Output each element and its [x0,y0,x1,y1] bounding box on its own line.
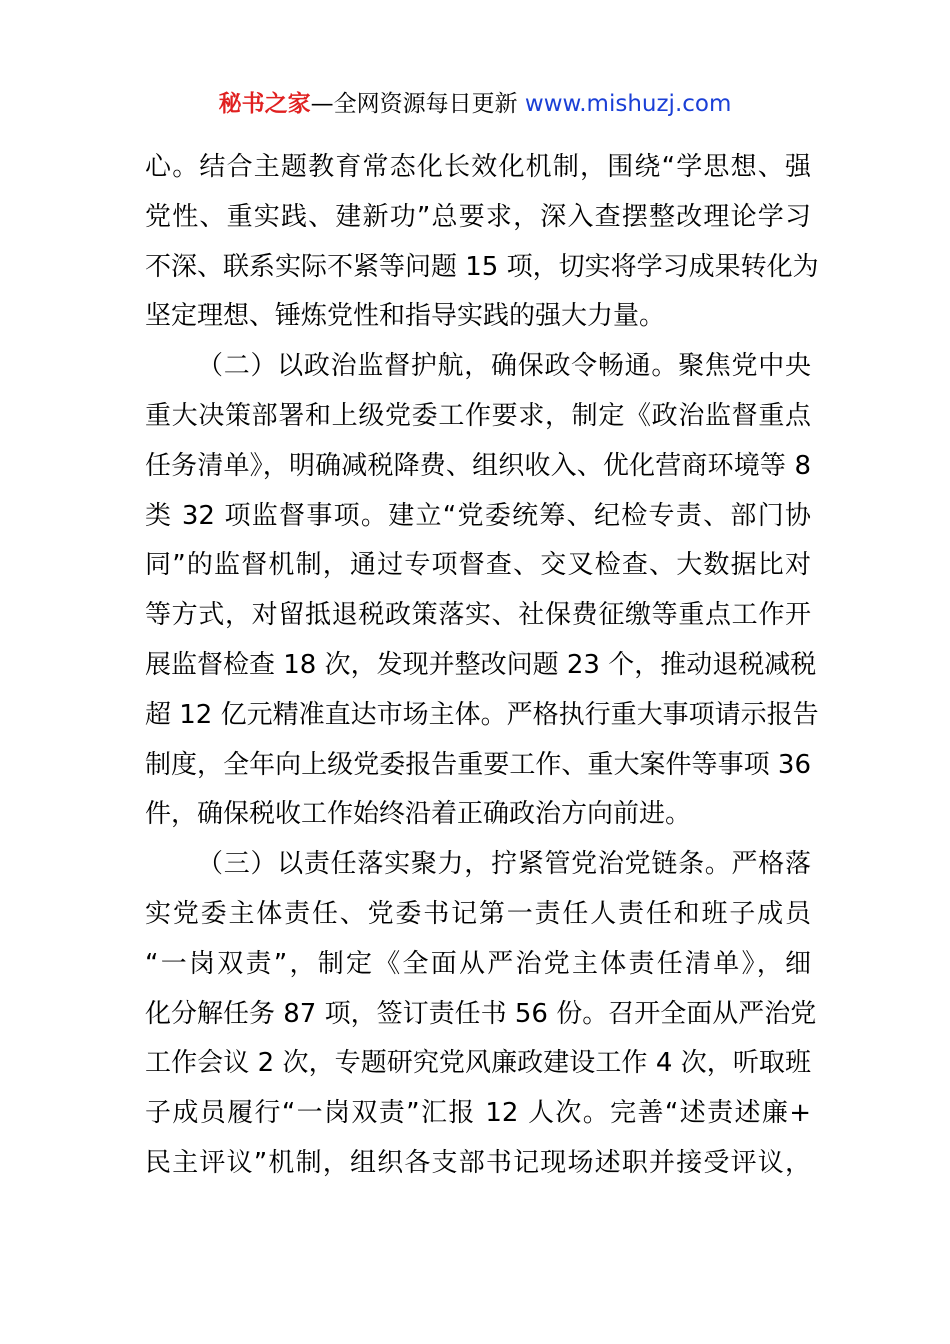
text-line: 重大决策部署和上级党委工作要求，制定《政治监督重点 [145,400,811,431]
page-header [0,88,950,120]
document-body [145,143,819,1189]
text-line: 子成员履行“一岗双责”汇报 12 人次。完善“述责述廉+ [145,1098,811,1129]
text-line: 超 12 亿元精准直达市场主体。严格执行重大事项请示报告 [145,699,819,730]
brand-name: 秘书之家 [218,91,311,117]
text-line: 工作会议 2 次，专题研究党风廉政建设工作 4 次，听取班 [145,1048,811,1079]
text-line: 化分解任务 87 项，签订责任书 56 份。召开全面从严治党 [145,998,817,1029]
text-line: 类 32 项监督事项。建立“党委统筹、纪检专责、部门协 [145,500,811,531]
text-line: 党性、重实践、建新功”总要求，深入查摆整改理论学习 [145,201,811,232]
text-line: 制度，全年向上级党委报告重要工作、重大案件等事项 36 [145,749,811,780]
section-heading-line: （二）以政治监督护航，确保政令畅通。聚焦党中央 [197,351,811,382]
text-line: 任务清单》，明确减税降费、组织收入、优化营商环境等 8 [145,450,811,481]
text-line: “一岗双责”，制定《全面从严治党主体责任清单》，细 [145,948,811,979]
text-line: 心。结合主题教育常态化长效化机制，围绕“学思想、强 [145,152,811,182]
section-heading-line: （三）以责任落实聚力，拧紧管党治党链条。严格落 [197,849,811,880]
text-line: 等方式，对留抵退税政策落实、社保费征缴等重点工作开 [145,600,811,631]
text-line: 实党委主体责任、党委书记第一责任人责任和班子成员 [145,898,811,929]
text-line: 不深、联系实际不紧等问题 15 项，切实将学习成果转化为 [145,251,819,282]
header-tagline: —全网资源每日更新 [310,91,525,117]
text-line: 民主评议”机制，组织各支部书记现场述职并接受评议， [145,1147,811,1178]
site-url-link[interactable]: www.mishuzj.com [524,91,732,117]
text-line: 坚定理想、锤炼党性和指导实践的强大力量。 [145,301,666,332]
text-line: 件，确保税收工作始终沿着正确政治方向前进。 [145,799,692,830]
text-line: 同”的监督机制，通过专项督查、交叉检查、大数据比对 [145,550,811,581]
text-line: 展监督检查 18 次，发现并整改问题 23 个，推动退税减税 [145,649,817,680]
